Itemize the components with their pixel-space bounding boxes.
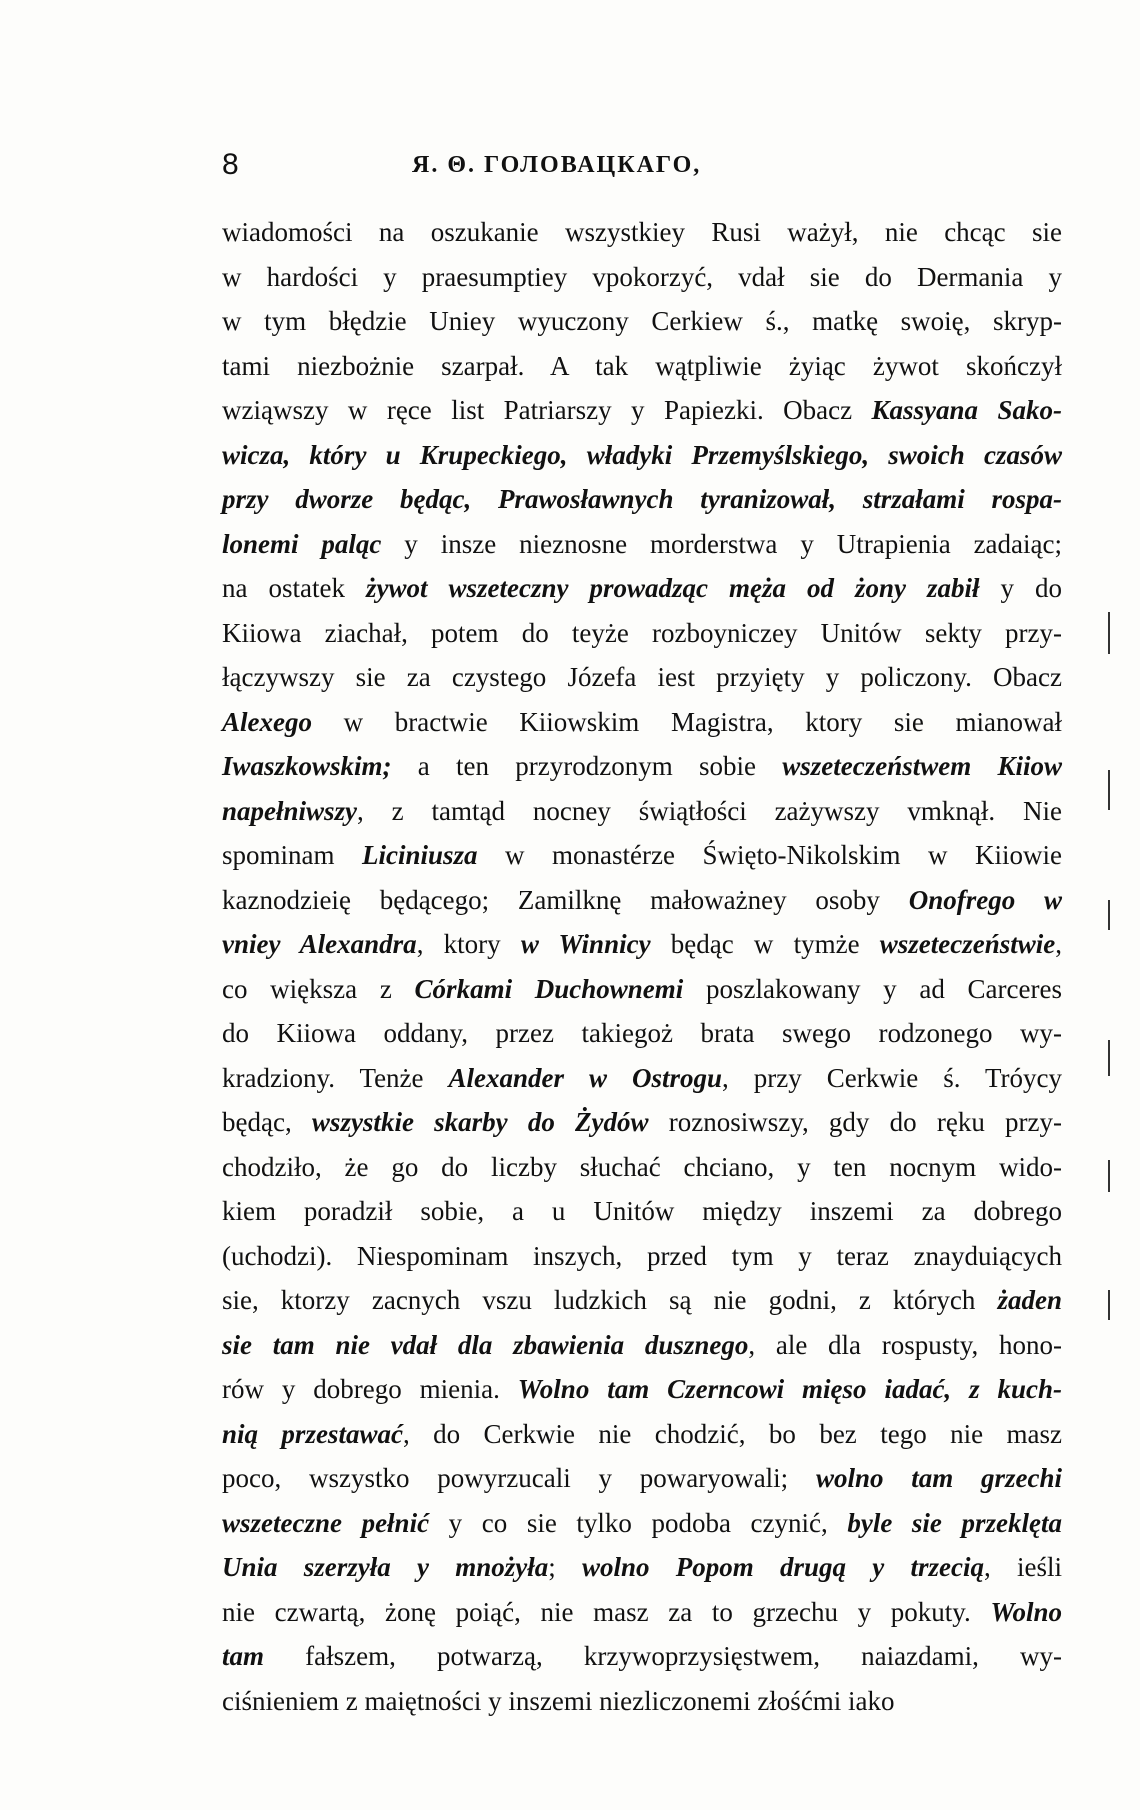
italic-segment: sie tam nie vdał dla zbawienia dusznego — [222, 1329, 749, 1360]
text-line — [222, 344, 1062, 389]
text-segment: a ten przyrodzonym sobie — [391, 751, 783, 781]
page-header — [222, 148, 912, 188]
text-line — [222, 1679, 1062, 1724]
text-line — [222, 967, 1062, 1012]
text-segment: do Kiiowa oddany, przez takiegoż brata swego rodzonego wy- — [222, 1018, 1062, 1048]
scan-mark — [1108, 612, 1110, 654]
text-segment: spominam — [222, 840, 363, 870]
text-segment: Kiiowa ziachał, potem do teyże rozboyniczey Unitów sekty przy- — [222, 617, 1062, 648]
italic-segment: Iwaszkowskim; — [222, 751, 392, 781]
text-segment: , ieśli — [984, 1552, 1062, 1582]
text-segment: sie, ktorzy zacnych vszu ludzkich są nie godni, z których — [222, 1285, 998, 1315]
italic-segment: żaden — [997, 1285, 1062, 1315]
text-segment: rów y dobrego mienia. — [222, 1374, 518, 1404]
text-segment: nie czwartą, żonę poiąć, nie masz za to grzechu y pokuty. — [222, 1596, 991, 1627]
text-line — [222, 1634, 1062, 1679]
text-line — [222, 388, 1062, 433]
text-line — [222, 1590, 1062, 1635]
scan-mark — [1108, 1290, 1110, 1320]
italic-segment: Liciniusza — [362, 840, 478, 870]
text-line — [222, 566, 1062, 611]
scan-mark — [1108, 1160, 1110, 1192]
text-line — [222, 433, 1062, 478]
text-segment: (uchodzi). Niespominam inszych, przed tym y teraz znayduiących — [222, 1240, 1062, 1271]
italic-segment: Wolno — [990, 1596, 1062, 1627]
scan-mark — [1108, 900, 1110, 930]
text-line — [222, 299, 1062, 344]
text-segment: wiadomości na oszukanie wszystkiey Rusi ważył, nie chcąc sie — [222, 217, 1062, 247]
italic-segment: żywot wszeteczny prowadząc męża od żony zabił — [365, 573, 980, 603]
text-line — [222, 1412, 1062, 1457]
text-line — [222, 1278, 1062, 1323]
text-segment: , ktory — [416, 929, 521, 959]
italic-segment: byle sie przeklęta — [847, 1507, 1062, 1538]
text-line — [222, 477, 1062, 522]
text-line — [222, 1456, 1062, 1501]
italic-segment: w Winnicy — [520, 929, 651, 959]
italic-segment: Alexego — [222, 706, 312, 737]
italic-segment: vniey Alexandra — [222, 929, 417, 959]
text-line — [222, 1189, 1062, 1234]
text-line — [222, 1056, 1062, 1101]
text-segment: w bractwie Kiiowskim Magistra, ktory sie mianował — [311, 706, 1062, 737]
scan-mark — [1108, 770, 1110, 810]
italic-segment: tam — [222, 1641, 265, 1671]
text-segment: poco, wszystko powyrzucali y powaryowali; — [222, 1463, 816, 1493]
text-segment: , — [1055, 929, 1063, 959]
text-line — [222, 789, 1062, 834]
text-segment: , z tamtąd nocney świątłości zażywszy vmknął. Nie — [357, 795, 1062, 826]
body-text — [222, 210, 1062, 1723]
text-line — [222, 1145, 1062, 1190]
text-segment: fałszem, potwarzą, krzywoprzysięstwem, naiazdami, wy- — [264, 1641, 1062, 1671]
italic-segment: Córkami Duchownemi — [414, 973, 684, 1004]
italic-segment: Alexander w Ostrogu — [448, 1062, 723, 1093]
text-segment: y do — [979, 573, 1062, 603]
italic-segment: wszeteczeństwem Kiiow — [782, 751, 1062, 781]
italic-segment: Wolno tam Czerncowi mięso iadać, z kuch- — [517, 1374, 1062, 1404]
text-line — [222, 1323, 1062, 1368]
italic-segment: napełniwszy — [222, 795, 358, 826]
text-segment: y co sie tylko podoba czynić, — [429, 1507, 848, 1538]
italic-segment: wszystkie skarby do Żydów — [311, 1107, 649, 1137]
text-line — [222, 522, 1062, 567]
text-segment: , do Cerkwie nie chodzić, bo bez tego nie masz — [402, 1418, 1062, 1449]
text-segment: kiem poradził sobie, a u Unitów między inszemi za dobrego — [222, 1196, 1062, 1226]
italic-segment: nią przestawać — [222, 1418, 403, 1449]
italic-segment: Kassyana Sako- — [871, 395, 1062, 425]
text-segment: łączywszy sie za czystego Józefa iest przyięty y policzony. Obacz — [222, 662, 1062, 692]
text-line — [222, 744, 1062, 789]
italic-segment: przy dworze będąc, Prawosławnych tyranizował, strzałami rospa- — [222, 484, 1062, 514]
text-segment: w tym błędzie Uniey wyuczony Cerkiew ś., matkę swoię, skryp- — [222, 306, 1062, 336]
text-segment: kradziony. Tenże — [222, 1062, 449, 1093]
text-segment: , przy Cerkwie ś. Tróycy — [722, 1062, 1062, 1093]
text-segment: y insze nieznosne morderstwa y Utrapienia zadaiąc; — [381, 528, 1063, 559]
text-segment: roznosiwszy, gdy do ręku przy- — [648, 1107, 1063, 1137]
text-line — [222, 922, 1062, 967]
page-number: 8 — [222, 148, 239, 181]
text-segment: będąc, — [222, 1107, 312, 1137]
italic-segment: wolno Popom drugą y trzecią — [582, 1552, 984, 1582]
text-line — [222, 700, 1062, 745]
text-segment: na ostatek — [222, 573, 366, 603]
running-head: Я. Θ. ГОЛОВАЦКАГО, — [412, 152, 702, 178]
text-line — [222, 1234, 1062, 1279]
scan-mark — [1108, 1040, 1110, 1076]
text-segment: poszlakowany y ad Carceres — [683, 973, 1062, 1004]
text-segment: tami niezbożnie szarpał. A tak wątpliwie żyiąc żywot skończył — [222, 350, 1062, 381]
text-segment: wziąwszy w ręce list Patriarszy y Papiezki. Obacz — [222, 395, 872, 425]
text-line — [222, 1011, 1062, 1056]
italic-segment: lonemi paląc — [222, 528, 382, 559]
text-segment: chodziło, że go do liczby słuchać chciano, y ten nocnym wido- — [222, 1151, 1062, 1182]
text-line — [222, 878, 1062, 923]
text-segment: ciśnieniem z maiętności y inszemi niezliczonemi złośćmi iako — [222, 1685, 895, 1716]
text-segment: co większa z — [222, 973, 415, 1004]
text-line — [222, 1367, 1062, 1412]
text-segment: w monastérze Święto-Nikolskim w Kiiowie — [477, 840, 1062, 870]
italic-segment: Unia szerzyła y mnożyła — [222, 1552, 549, 1582]
text-line — [222, 833, 1062, 878]
text-line — [222, 1100, 1062, 1145]
text-segment: ; — [548, 1552, 582, 1582]
text-line — [222, 611, 1062, 656]
text-line — [222, 255, 1062, 300]
text-line — [222, 655, 1062, 700]
italic-segment: wolno tam grzechi — [815, 1463, 1063, 1493]
italic-segment: wicza, który u Krupeckiego, władyki Przemyślskiego, swoich czasów — [222, 439, 1062, 470]
text-segment: będąc w tymże — [650, 929, 880, 959]
text-line — [222, 1501, 1062, 1546]
text-segment: , ale dla rospusty, hono- — [748, 1329, 1062, 1360]
text-line — [222, 1545, 1062, 1590]
text-line — [222, 210, 1062, 255]
text-segment: w hardości y praesumptiey vpokorzyć, vdał sie do Dermania y — [222, 261, 1062, 292]
text-segment: kaznodzieię będącego; Zamilknę małoważney osoby — [222, 884, 909, 915]
italic-segment: Onofrego w — [908, 884, 1062, 915]
italic-segment: wszeteczne pełnić — [222, 1507, 430, 1538]
italic-segment: wszeteczeństwie — [879, 929, 1056, 959]
